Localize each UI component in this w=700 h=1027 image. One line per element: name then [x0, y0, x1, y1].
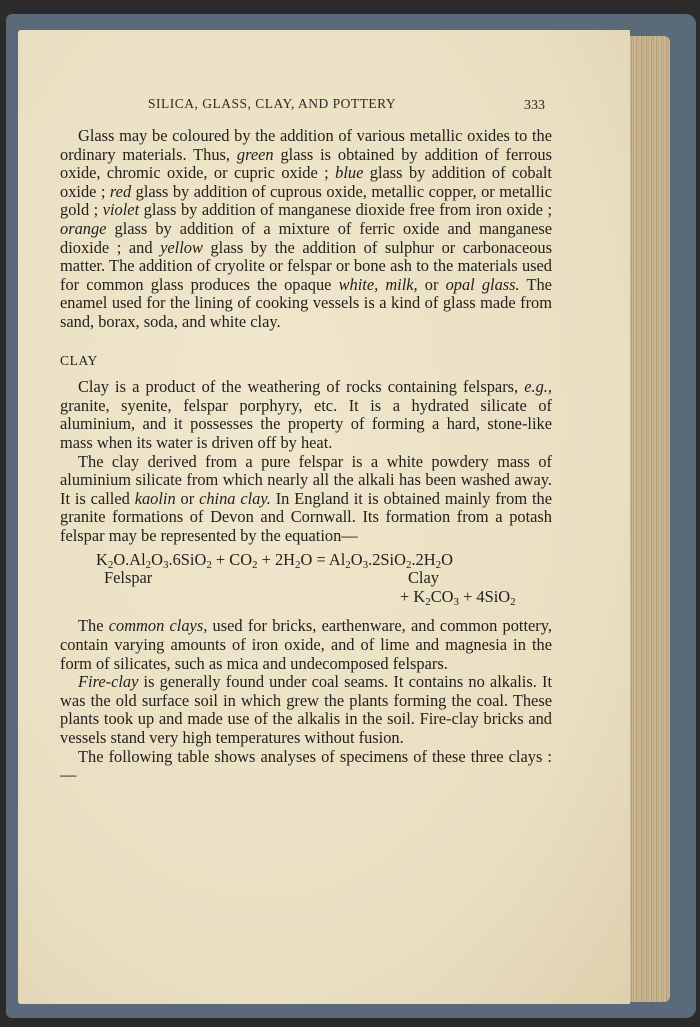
paragraph-clay-definition: Clay is a product of the weathering of rocks containing felspars, e.g., granite, syenite, felspar porphyry, etc. It is a hydrated silicate of aluminium, and it possesses the property of forming a hard, stone-like mass when its water is driven off by heat.: [60, 377, 552, 452]
equation-label-felspar: Felspar: [104, 568, 153, 588]
paragraph-fire-clay: Fire-clay is generally found under coal seams. It contains no alkalis. It was the old surface soil in which grew the plants forming the coal. These plants took up and made use of the alkalis in the soil. Fire-clay bricks and vessels stand very high temperatures without fusion.: [60, 672, 552, 748]
page-body: [60, 127, 552, 785]
equation-label-clay: Clay: [408, 568, 439, 588]
paragraph-table-intro: The following table shows analyses of specimens of these three clays :—: [60, 746, 552, 785]
paragraph-kaolin: The clay derived from a pure felspar is a white powdery mass of aluminium silicate from which nearly all the alkali has been washed away. It is called kaolin or china clay. In England it is obtained mainly from the granite formations of Devon and Cornwall. Its formation from a potash felspar may be represented by the equation—: [60, 451, 552, 545]
equation-products: + $K_2CO_3 + 4SiO_2$: [400, 587, 516, 609]
section-heading-clay: CLAY: [60, 352, 98, 368]
running-head: SILICA, GLASS, CLAY, AND POTTERY: [148, 96, 397, 111]
equation-line: $K_2O.Al_2O_3.6SiO_2 + CO_2 + 2H_2O = Al_2O_3.2SiO_2.2H_2O$: [96, 550, 453, 572]
page-number: 333: [524, 98, 545, 113]
paragraph-common-clays: The common clays, used for bricks, earthenware, and common pottery, contain varying amounts of iron oxide, and of lime and magnesia in the form of silicates, such as mica and undecomposed felspars.: [60, 616, 552, 673]
paragraph-glass-colouring: Glass may be coloured by the addition of various metallic oxides to the ordinary materials. Thus, green glass is obtained by addition of ferrous oxide, chromic oxide, or cupric oxide ; blue glass by addition of cobalt oxide ; red glass by addition of cuprous oxide, metallic copper, or metallic gold ; violet glass by addition of manganese dioxide free from iron oxide ; orange glass by addition of a mixture of ferric oxide and manganese dioxide ; and yellow glass by the addition of sulphur or carbonaceous matter. The addition of cryolite or felspar or bone ash to the materials used for common glass produces the opaque white, milk, or opal glass. The enamel used for the lining of cooking vessels is a kind of glass made from sand, borax, soda, and white clay.: [60, 126, 552, 331]
felspar-equation: [60, 551, 552, 613]
